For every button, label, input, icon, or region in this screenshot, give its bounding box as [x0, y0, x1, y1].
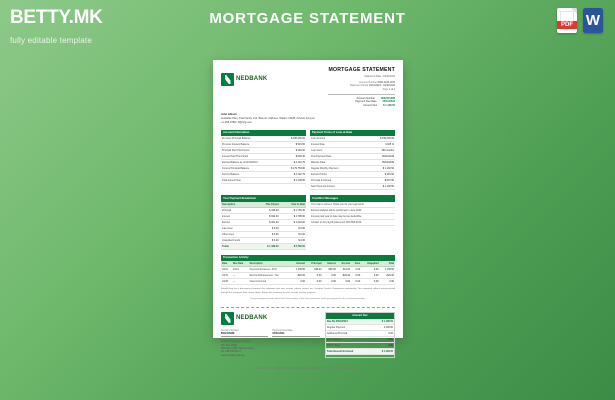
table-cell: 1,138.50 [291, 267, 306, 273]
table-cell: 692.30 [322, 267, 336, 273]
table-cell: Due By 05/01/2024 [326, 319, 372, 325]
table-cell: Your loan is current. Thank you for your payments. [310, 202, 395, 208]
coupon-address-line-3: Tel 1-800-555-0134 [221, 351, 241, 354]
condition-messages-table [310, 202, 395, 226]
table-cell: $ 5,760.00 [280, 243, 306, 249]
table-cell: $ 692.30 [255, 213, 280, 219]
table-cell: 301.00 [337, 267, 351, 273]
table-cell: 0.00 [361, 267, 379, 273]
table-cell: $ 1,439.50 [255, 243, 280, 249]
table-cell: 0.00 [351, 267, 361, 273]
table-cell: Interest Rate [310, 142, 365, 148]
table-cell: $ 1,138.50 [281, 178, 306, 184]
coupon-address [221, 341, 320, 358]
table-cell: Amount [291, 261, 306, 267]
table-cell: Totals [221, 243, 255, 249]
table-cell: 0.00 [291, 279, 306, 285]
table-cell: 360 months [365, 148, 395, 154]
nedbank-logo-icon-coupon [221, 312, 234, 325]
brand-name: BETTY.MK [10, 7, 103, 28]
box-label-2: Amount Due [363, 103, 378, 107]
coupon-field-due-date [272, 329, 319, 337]
disclaimer-text: Should there be a discrepancy between this statement and your records, please contact our Customer Service Department immediately. This statement reflects activity posted through the statement date shown above. Retain this statement for your records and tax purposes. [221, 288, 395, 294]
table-cell: Other / Fees [326, 342, 372, 348]
table-cell: Fees [351, 261, 361, 267]
word-file-badge[interactable] [583, 8, 603, 33]
info-columns [221, 125, 395, 191]
pdf-file-badge[interactable] [557, 8, 577, 33]
meta-label-2: Page [382, 87, 389, 91]
table-cell: Description [221, 202, 255, 208]
section-payment-terms: Payment Terms of Loan at Data [310, 130, 395, 136]
table-cell: $ 446.20 [255, 207, 280, 213]
table-cell: 0.00 [380, 279, 395, 285]
word-badge-label: W [583, 8, 603, 33]
table-cell: Other Fees [221, 231, 255, 237]
table-cell: 1,138.50 [372, 324, 394, 330]
table-row [310, 184, 395, 190]
table-cell: 0.00 [372, 330, 394, 336]
meta-value-0: 8000-2245-1183 [377, 81, 395, 85]
detach-note: For your payment credit, detach the lower portion of this form and return it with your payment in the enclosed envelope. [250, 297, 366, 300]
table-cell: Principal [306, 261, 322, 267]
table-cell: Regular Payment [326, 324, 372, 330]
customer-address-line-0: Available Plan, Trail Family 142, Blue Av. Address, Waters 21185, Advisor Kenyon [221, 116, 315, 120]
table-cell: $ 0.00 [280, 225, 306, 231]
box-value-0: 8002415088 [381, 96, 395, 100]
coupon-bank-name: NEDBANK [236, 315, 268, 322]
table-cell: $ 2,795.60 [280, 213, 306, 219]
meta-label-1: Statement Period [349, 84, 369, 88]
table-cell: $ 692.30 [281, 154, 306, 160]
table-cell: 04/28 [221, 279, 232, 285]
table-cell: $ 0.00 [255, 237, 280, 243]
table-cell: Escrow [221, 219, 255, 225]
table-cell: Unapplied Funds [221, 237, 255, 243]
table-cell: $ 0.00 [255, 225, 280, 231]
statement-date: Statement Date : 04/30/2024 [364, 75, 395, 79]
coupon-address-line-1: P.O. Box 41820 [221, 344, 237, 347]
table-cell: Loan Amount [310, 136, 365, 142]
table-cell: $ 0.00 [280, 231, 306, 237]
document-title: MORTGAGE STATEMENT [328, 67, 395, 73]
section-account-information: Account Information [221, 130, 306, 136]
table-cell: Total [380, 261, 395, 267]
meta-label-0: Account Number [359, 81, 377, 85]
table-cell: Interest Paid This Period [221, 154, 281, 160]
table-cell: Loan Term [310, 148, 365, 154]
table-cell: Unapplied [361, 261, 379, 267]
table-cell: 0.00 [351, 279, 361, 285]
table-cell: — [232, 279, 249, 285]
table-cell: Maturity Date [310, 160, 365, 166]
table-cell: 0.00 [372, 342, 394, 348]
statement-document [213, 60, 403, 371]
nedbank-logo-icon [221, 73, 234, 86]
payment-terms-column [310, 125, 395, 191]
table-cell: Year to Date [280, 202, 306, 208]
table-cell: Regular Monthly Payment [310, 166, 365, 172]
coupon-field-account-label: Account Number [221, 328, 239, 332]
breakdown-columns [221, 190, 395, 250]
table-cell: 0.00 [351, 273, 361, 279]
table-cell: 0.00 [322, 279, 336, 285]
table-cell: 05/01/2049 [365, 160, 395, 166]
page-title: MORTGAGE STATEMENT [209, 10, 406, 27]
meta-value-1: 04/01/2024 - 04/30/2024 [368, 84, 395, 88]
table-cell: Contact us for payoff quotes at 1-800-555-0134. [310, 219, 395, 225]
table-cell: Late Charges [326, 336, 372, 342]
table-row [221, 243, 306, 249]
table-cell: $ 837.50 [365, 178, 395, 184]
table-cell: Next Payment Amount [310, 184, 365, 190]
table-cell: Principal Paid This Period [221, 148, 281, 154]
box-label-0: Account Number [356, 96, 376, 100]
payment-breakdown-table [221, 202, 306, 250]
table-cell: Current Principal Balance [221, 166, 281, 172]
table-cell: $ 1,138.50 [372, 319, 394, 325]
table-row [310, 219, 395, 225]
transaction-table [221, 261, 395, 285]
coupon-amount-box [325, 312, 395, 358]
table-row [221, 178, 306, 184]
table-cell: -820.00 [380, 273, 395, 279]
box-label-1: Payment Due Date [355, 100, 377, 104]
table-cell: $ 2,140.75 [281, 172, 306, 178]
section-transaction-history: Transaction Activity [221, 255, 395, 261]
document-header-right [328, 67, 395, 107]
table-cell: Escrow [337, 261, 351, 267]
table-cell: 1,138.50 [380, 267, 395, 273]
coupon-amount-table [326, 319, 394, 355]
table-cell: Total Amount Due [221, 178, 281, 184]
table-cell: 0.00 [322, 273, 336, 279]
table-row [221, 279, 395, 285]
table-cell: 0.00 [361, 279, 379, 285]
box-value-2: $ 1,138.50 [383, 103, 395, 107]
table-cell: $ 2,140.75 [281, 160, 306, 166]
table-cell: Additional Principal [326, 330, 372, 336]
table-cell: First Payment Date [310, 154, 365, 160]
table-cell: Previous Interest Balance [221, 142, 281, 148]
coupon-address-line-2: Riverside 21185, Waters Kenyon [221, 348, 255, 351]
amount-due-box [328, 94, 395, 107]
table-cell: Escrow Balance [221, 172, 281, 178]
bank-logo [221, 73, 267, 86]
document-header [221, 67, 395, 107]
section-condition-messages: Condition Messages [310, 195, 395, 201]
table-cell: 446.20 [306, 267, 322, 273]
table-cell: 4.625 % [365, 142, 395, 148]
table-cell: $ 195,000.00 [365, 136, 395, 142]
table-cell: 04/01 [221, 267, 232, 273]
table-cell: Principal [221, 207, 255, 213]
coupon-field-account [221, 329, 268, 337]
payment-terms-table [310, 136, 395, 190]
table-cell: Payment Received - ACH [249, 267, 291, 273]
document-footer: NEDBANK IS A REGISTERED LENDER. MEMBER FDIC. EQUAL HOUSING LENDER. [256, 368, 360, 371]
customer-address-line-1: +1-458-9788 / 8@mfg.com [221, 120, 252, 124]
table-cell: Principal & Interest [310, 178, 365, 184]
table-cell: $ 179,753.80 [281, 166, 306, 172]
table-cell: 0.00 [372, 336, 394, 342]
coupon-amount-title: Amount Due [326, 313, 394, 319]
meta-value-2: 1 of 1 [389, 87, 395, 91]
table-cell: $ 1,760.40 [280, 207, 306, 213]
table-cell: $ 1,204.00 [280, 219, 306, 225]
coupon-address-line-0: Nedbank Mortgage Services [221, 341, 250, 344]
table-cell: 0.00 [337, 279, 351, 285]
table-cell: $ 1,138.50 [365, 184, 395, 190]
account-information-table [221, 136, 306, 184]
table-cell: Escrow analysis will be performed in June 2024. [310, 207, 395, 213]
table-cell: $ 0.00 [280, 237, 306, 243]
header-meta [328, 81, 395, 91]
customer-address [221, 113, 395, 125]
table-cell: $ 1,138.50 [365, 166, 395, 172]
table-cell: -820.00 [291, 273, 306, 279]
bank-name: NEDBANK [236, 76, 268, 83]
table-cell: -820.00 [337, 273, 351, 279]
table-cell: Interest Accrual [249, 279, 291, 285]
coupon-field-account-value[interactable]: 8002415088 [221, 332, 268, 337]
table-cell: Interest [221, 213, 255, 219]
coupon-address-line-4: www.nedbank.example [221, 354, 245, 357]
table-cell: Escrow Balance as of 04/30/2024 [221, 160, 281, 166]
coupon-field-due-date-label: Payment Due Date [272, 328, 293, 332]
condition-messages-column [310, 190, 395, 250]
table-cell: — [232, 273, 249, 279]
table-cell: Interest [322, 261, 336, 267]
table-cell: This Period [255, 202, 280, 208]
payment-breakdown-column [221, 190, 306, 250]
account-information-column [221, 125, 306, 191]
table-cell: Previous Principal Balance [221, 136, 281, 142]
table-cell: 0.00 [361, 273, 379, 279]
table-cell: 04/15 [221, 273, 232, 279]
box-value-1: 05/01/2024 [382, 100, 395, 104]
table-cell: Escrow Portion [310, 172, 365, 178]
table-cell: 0.00 [306, 273, 322, 279]
table-cell: 04/01 [232, 267, 249, 273]
table-row [326, 348, 394, 354]
customer-name: John Gibson [221, 113, 237, 117]
payment-coupon [221, 307, 395, 358]
coupon-left [221, 312, 320, 358]
table-cell: $ 0.00 [255, 231, 280, 237]
coupon-fields [221, 329, 320, 337]
table-cell: Due Date [232, 261, 249, 267]
coupon-field-due-date-value[interactable]: 05/01/2024 [272, 332, 319, 337]
file-format-badges [557, 8, 603, 33]
table-cell: $ 301.00 [365, 172, 395, 178]
table-cell: $ 901.50 [281, 142, 306, 148]
section-payment-breakdown: Your Payment Breakdown [221, 195, 306, 201]
table-cell: $ 1,138.50 [372, 348, 394, 354]
table-cell: Late Fees [221, 225, 255, 231]
table-cell: Interest paid year to date may be tax deductible. [310, 213, 395, 219]
table-cell: $ 180,200.00 [281, 136, 306, 142]
table-cell: $ 446.20 [281, 148, 306, 154]
pdf-badge-label: PDF [557, 21, 577, 29]
coupon-bank-logo [221, 312, 320, 325]
table-cell: 06/01/2019 [365, 154, 395, 160]
table-cell: Description [249, 261, 291, 267]
table-cell: Date [221, 261, 232, 267]
table-cell: 0.00 [306, 279, 322, 285]
table-cell: Total Amount Enclosed [326, 348, 372, 354]
table-cell: Escrow Disbursement - Tax [249, 273, 291, 279]
brand-tagline: fully editable template [10, 36, 92, 45]
table-cell: $ 301.00 [255, 219, 280, 225]
